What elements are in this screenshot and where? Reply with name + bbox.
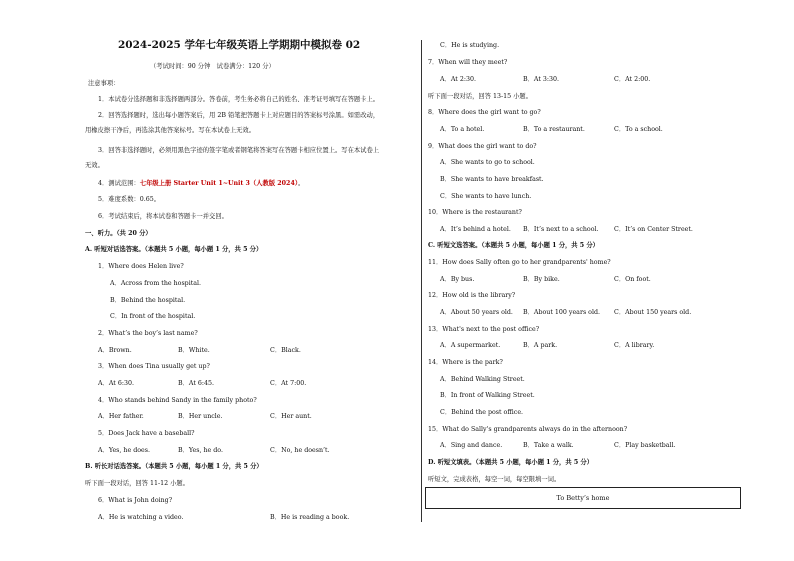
notes-heading: 注意事项： <box>88 80 120 87</box>
option-13a: A．A supermarket. <box>440 342 501 349</box>
option-15b: B．Take a walk. <box>523 442 574 449</box>
part-b-instruction: 听下面一段对话，回答 11-12 小题。 <box>85 480 190 487</box>
note-line: 2．回答选择题时，选出每小题答案后，用 2B 铅笔把答题卡上对应题目的答案标号涂黑。如需改动， <box>98 112 380 119</box>
option-7c: C．At 2:00. <box>614 76 651 83</box>
option-6a: A．He is watching a video. <box>98 514 184 521</box>
note-line: 无效。 <box>85 162 104 169</box>
question-8: 8．Where does the girl want to go? <box>428 109 541 116</box>
option-9a: A．She wants to go to school. <box>440 159 535 166</box>
question-1: 1．Where does Helen live? <box>98 263 184 270</box>
note-test-range-suffix: 。 <box>297 180 305 187</box>
option-6c: C．He is studying. <box>440 42 500 49</box>
option-8a: A．To a hotel. <box>440 126 485 133</box>
option-14a: A．Behind Walking Street. <box>440 376 525 383</box>
exam-title: 2024-2025 学年七年级英语上学期期中模拟卷 02 <box>118 39 361 51</box>
question-11: 11．How does Sally often go to her grandparents' home? <box>428 259 611 266</box>
question-6: 6．What is John doing? <box>98 497 173 504</box>
table-title: To Betty’s home <box>556 494 610 502</box>
option-4a: A．Her father. <box>98 413 144 420</box>
option-5c: C．No, he doesn’t. <box>270 447 330 454</box>
fill-in-table <box>425 487 741 509</box>
option-11b: B．By bike. <box>523 276 560 283</box>
part-a-heading: A. 听短对话选答案。（本题共 5 小题，每小题 1 分，共 5 分） <box>85 246 263 253</box>
question-7: 7．When will they meet? <box>428 59 508 66</box>
part-b-instruction-2: 听下面一段对话，回答 13-15 小题。 <box>428 93 533 100</box>
part-c-heading: C. 听短文选答案。（本题共 5 小题，每小题 1 分，共 5 分） <box>428 242 599 249</box>
exam-subtitle: （考试时间：90 分钟 试卷满分：120 分） <box>150 63 275 70</box>
option-7b: B．At 3:30. <box>523 76 560 83</box>
question-3: 3．When does Tina usually get up? <box>98 363 210 370</box>
note-test-range-value: 七年级上册 Starter Unit 1~Unit 3（人教版 2024） <box>139 180 298 187</box>
option-2b: B．White. <box>178 347 210 354</box>
question-9: 9．What does the girl want to do? <box>428 143 537 150</box>
option-5b: B．Yes, he do. <box>178 447 223 454</box>
option-1c: C．In front of the hospital. <box>110 313 196 320</box>
option-13c: C．A library. <box>614 342 655 349</box>
option-1b: B．Behind the hospital. <box>110 297 186 304</box>
option-14c: C．Behind the post office. <box>440 409 524 416</box>
option-10b: B．It’s next to a school. <box>523 226 599 233</box>
note-line: 1．本试卷分选择题和非选择题两部分。答卷前，考生务必将自己的姓名、准考证号填写在答题卡上。 <box>98 96 380 103</box>
question-14: 14．Where is the park? <box>428 359 503 366</box>
section-listening: 一、听力。（共 20 分） <box>85 230 152 237</box>
question-10: 10．Where is the restaurant? <box>428 209 522 216</box>
note-line: 用橡皮擦干净后，再选涂其他答案标号。写在本试卷上无效。 <box>85 127 256 134</box>
question-13: 13．What's next to the post office? <box>428 326 540 333</box>
note-test-range <box>98 180 304 188</box>
option-3b: B．At 6:45. <box>178 380 215 387</box>
option-3c: C．At 7:00. <box>270 380 307 387</box>
option-7a: A．At 2:30. <box>440 76 476 83</box>
option-3a: A．At 6:30. <box>98 380 134 387</box>
option-2a: A．Brown. <box>98 347 132 354</box>
note-line: 3．回答非选择题时，必须用黑色字迹的签字笔或者钢笔将答案写在答题卡相应位置上。写在本试卷上 <box>98 147 380 154</box>
option-10a: A．It’s behind a hotel. <box>440 226 511 233</box>
part-d-instruction: 听短文，完成表格，每空一词，每空限填一词。 <box>428 476 561 483</box>
option-9c: C．She wants to have lunch. <box>440 193 532 200</box>
option-15a: A．Sing and dance. <box>440 442 503 449</box>
option-14b: B．In front of Walking Street. <box>440 392 535 399</box>
option-8c: C．To a school. <box>614 126 663 133</box>
part-b-heading: B. 听长对话选答案。（本题共 5 小题，每小题 1 分，共 5 分） <box>85 463 263 470</box>
option-6b: B．He is reading a book. <box>270 514 350 521</box>
question-15: 15．What do Sally's grandparents always do in the afternoon? <box>428 426 628 433</box>
part-d-heading: D. 听短文填表。（本题共 5 小题，每小题 1 分，共 5 分） <box>428 459 594 466</box>
column-divider <box>421 40 422 522</box>
question-2: 2．What’s the boy’s last name? <box>98 330 198 337</box>
option-12c: C．About 150 years old. <box>614 309 692 316</box>
note-difficulty: 5．难度系数：0.65。 <box>98 196 161 203</box>
option-11c: C．On foot. <box>614 276 651 283</box>
option-5a: A．Yes, he does. <box>98 447 150 454</box>
option-2c: C．Black. <box>270 347 301 354</box>
option-4c: C．Her aunt. <box>270 413 312 420</box>
option-15c: C．Play basketball. <box>614 442 676 449</box>
option-1a: A．Across from the hospital. <box>110 280 202 287</box>
option-13b: B．A park. <box>523 342 558 349</box>
question-12: 12．How old is the library? <box>428 292 516 299</box>
option-4b: B．Her uncle. <box>178 413 223 420</box>
option-8b: B．To a restaurant. <box>523 126 585 133</box>
option-12b: B．About 100 years old. <box>523 309 601 316</box>
option-9b: B．She wants to have breakfast. <box>440 176 544 183</box>
option-12a: A．About 50 years old. <box>440 309 513 316</box>
option-10c: C．It’s on Center Street. <box>614 226 693 233</box>
option-11a: A．By bus. <box>440 276 475 283</box>
note-test-range-prefix: 4．测试范围： <box>98 180 140 187</box>
question-5: 5．Does Jack have a baseball? <box>98 430 195 437</box>
note-end: 6．考试结束后，将本试卷和答题卡一并交回。 <box>98 213 228 220</box>
question-4: 4．Who stands behind Sandy in the family photo? <box>98 397 257 404</box>
